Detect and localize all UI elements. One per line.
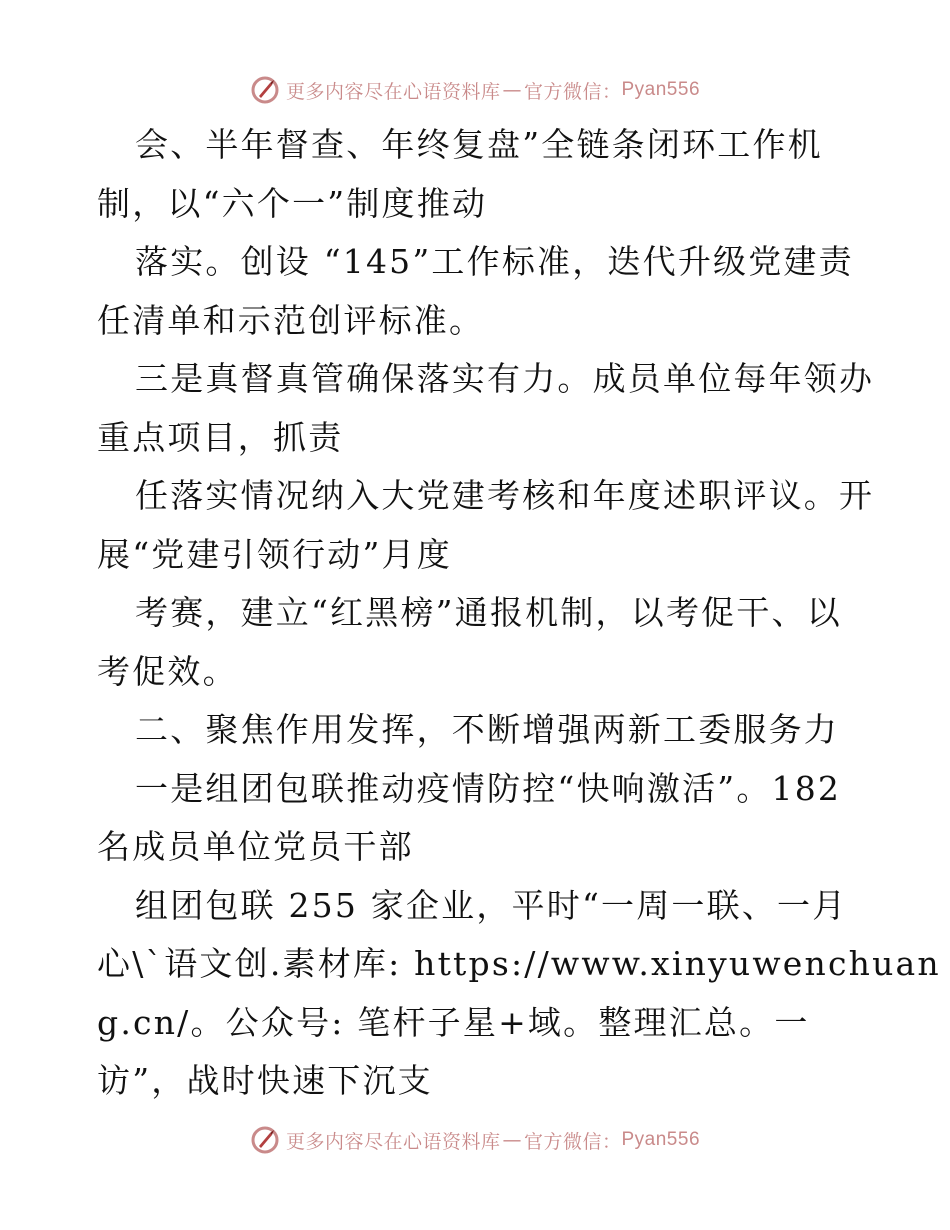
watermark-official-label: 官方微信： <box>523 1130 622 1153</box>
section-heading: 二、聚焦作用发挥，不断增强两新工委服务力 <box>135 710 839 749</box>
text-line: 任落实情况纳入大党建考核和年度述职评议。开 <box>135 476 875 515</box>
text-line: 会、半年督查、年终复盘”全链条闭环工作机 <box>135 125 823 164</box>
watermark-dash: — <box>502 1129 522 1151</box>
document-body <box>97 116 941 1111</box>
quill-logo-icon <box>250 75 280 105</box>
text-line: 考赛，建立“红黑榜”通报机制，以考促干、以 <box>135 593 842 632</box>
watermark-wechat-id: Pyan556 <box>621 1129 701 1150</box>
watermark-official-label: 官方微信： <box>523 80 622 103</box>
text-line: 组团包联 255 家企业，平时“一周一联、一月 <box>135 885 848 925</box>
text-line: 三是真督真管确保落实有力。成员单位每年领办 <box>135 359 875 398</box>
header-watermark <box>0 70 950 110</box>
text-line: 一是组团包联推动疫情防控“快响激活”。182 <box>135 768 842 808</box>
quill-logo-icon <box>250 1125 280 1155</box>
watermark-brand: 更多内容尽在心语资料库 <box>285 80 501 103</box>
text-line: 心\`语文创.素材库: https://www.xinyuwenchuan <box>97 944 941 983</box>
footer-watermark <box>0 1120 950 1160</box>
text-line: 制，以“六个一”制度推动 <box>97 183 488 223</box>
text-line: g.cn/。公众号: 笔杆子星+域。整理汇总。一 <box>97 1002 810 1042</box>
watermark-wechat-id: Pyan556 <box>621 79 701 100</box>
text-line: 任清单和示范创评标准。 <box>97 300 485 340</box>
text-line: 重点项目，抓责 <box>97 417 344 457</box>
text-line: 考促效。 <box>97 651 238 691</box>
text-line: 名成员单位党员干部 <box>97 827 414 866</box>
watermark-dash: — <box>502 79 522 101</box>
text-line: 落实。创设 “145”工作标准，迭代升级党建责 <box>135 242 854 281</box>
text-line: 访”，战时快速下沉支 <box>97 1061 433 1100</box>
text-line: 展“党建引领行动”月度 <box>97 534 452 574</box>
watermark-brand: 更多内容尽在心语资料库 <box>285 1130 501 1153</box>
